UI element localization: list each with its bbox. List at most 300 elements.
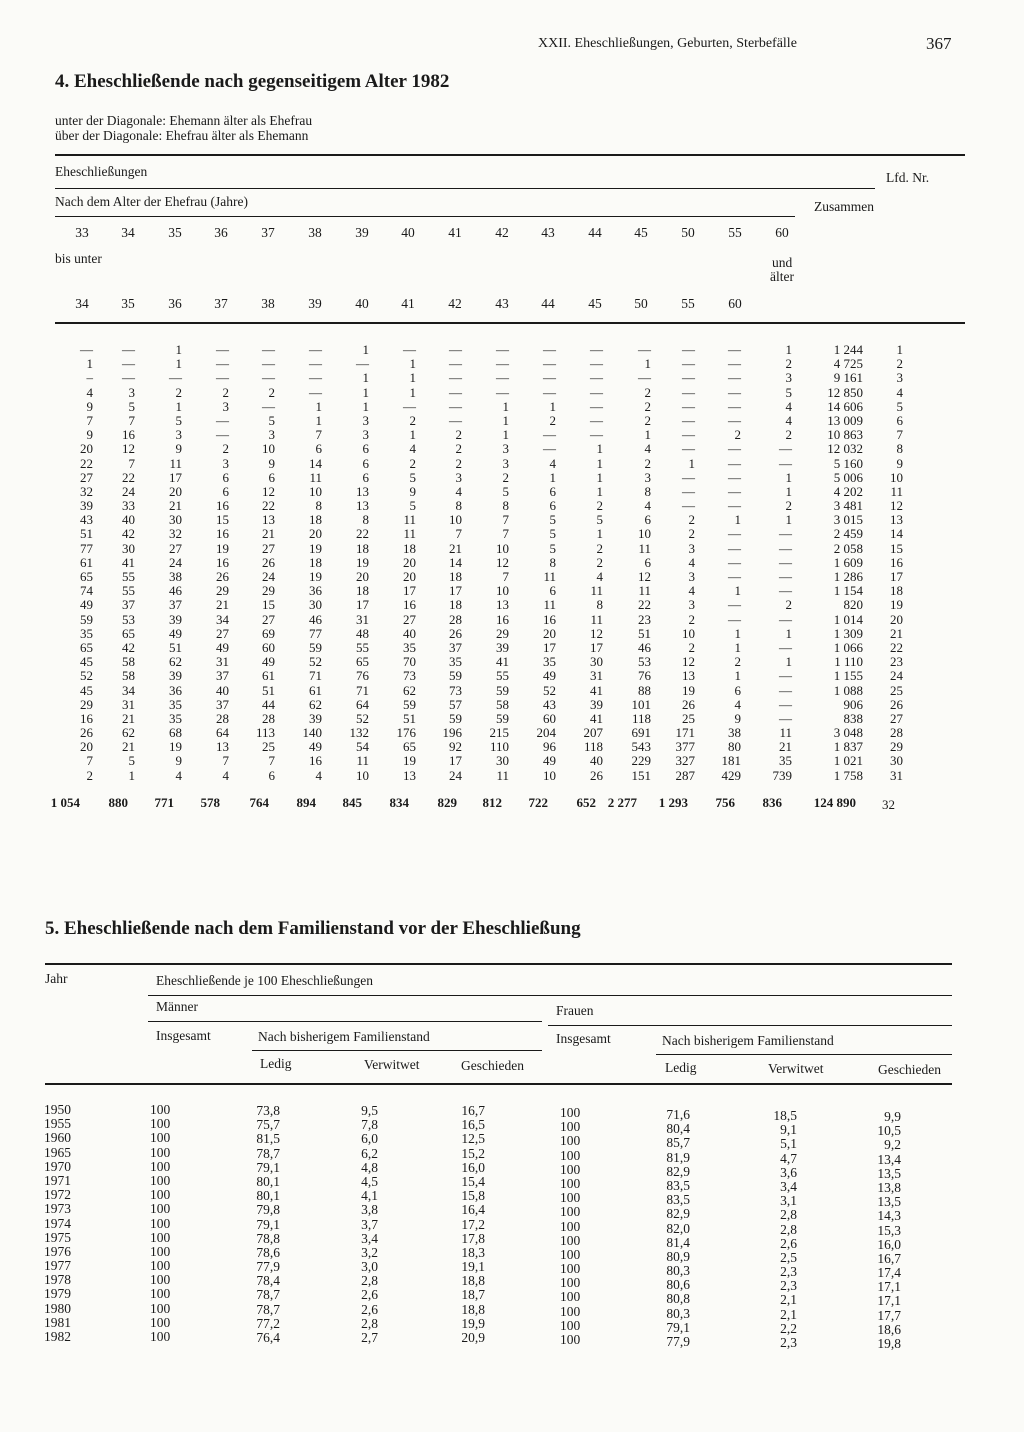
table-cell: 30 [169, 512, 182, 528]
table-cell: 1 309 [833, 625, 863, 641]
table-cell: 1977 [44, 1258, 71, 1274]
table-cell: 2 [502, 469, 509, 485]
table-cell: 19,8 [877, 1336, 901, 1351]
table-cell: 34 [122, 682, 135, 698]
table-cell: 3,8 [361, 1202, 378, 1218]
table-cell: — [169, 370, 182, 386]
table-cell: — [449, 412, 462, 428]
women-widowed-column [773, 1109, 797, 1350]
table-cell: 7 [86, 753, 93, 769]
age-lower-bound: 40 [401, 225, 415, 240]
table-cell: 24 [449, 767, 462, 783]
table-cell: 31 [356, 611, 369, 627]
table-cell: 906 [843, 696, 863, 712]
table-cell: 2 [734, 427, 741, 443]
table-cell: 4 [644, 441, 651, 457]
table-cell: 12 [122, 441, 135, 457]
table-cell: 1 [596, 441, 603, 457]
table-cell: 5 160 [833, 455, 863, 471]
table-cell: — [728, 540, 741, 556]
table-cell: 16 [309, 753, 322, 769]
table-cell: 2 [785, 427, 792, 443]
table-cell: 1 [596, 469, 603, 485]
table-cell: 58 [122, 668, 135, 684]
table-cell: — [779, 710, 792, 726]
table-cell: 18 [403, 540, 416, 556]
women-total-column [560, 1106, 580, 1347]
table-cell: 1 021 [833, 753, 863, 769]
lfd-number: 16 [890, 554, 903, 570]
table-cell: 52 [309, 654, 322, 670]
table-cell: 79,1 [256, 1159, 280, 1175]
table-cell: — [356, 356, 369, 372]
table-cell: 9 [409, 483, 416, 499]
age-lower-bound: 55 [728, 225, 742, 240]
table-cell: 6 [268, 767, 275, 783]
table5-men-widowed-label: Verwitwet [364, 1057, 420, 1072]
lfd-number: 4 [896, 384, 903, 400]
table-cell: 6 [222, 469, 229, 485]
table-cell: — [779, 639, 792, 655]
table-cell: 65 [356, 654, 369, 670]
table-cell: — [682, 427, 695, 443]
table-cell: 20,9 [461, 1330, 485, 1345]
table-cell: 5,1 [780, 1136, 797, 1152]
table-cell: 43 [80, 512, 93, 528]
table-cell: 1 [175, 356, 182, 372]
table-cell: 18 [449, 597, 462, 613]
table-cell: 14 [449, 554, 462, 570]
table-cell: 100 [150, 1215, 171, 1231]
table-cell: 4 [549, 455, 556, 471]
table-cell: — [309, 342, 322, 357]
table-cell: 18,3 [461, 1244, 485, 1260]
table-cell: 100 [150, 1329, 171, 1344]
table-cell: — [728, 441, 741, 457]
age-upper-bound: 39 [308, 296, 322, 311]
table-cell: 7 [315, 427, 322, 443]
table5-men-single-label: Ledig [260, 1056, 292, 1071]
table-cell: 26 [449, 625, 462, 641]
table-cell: 1 [734, 668, 741, 684]
table-cell: 73 [449, 682, 462, 698]
table-cell: 76 [356, 668, 369, 684]
table-cell: 11 [496, 767, 509, 783]
table4-note-above: über der Diagonale: Ehefrau älter als Ehemann [55, 128, 309, 143]
table-cell: 100 [150, 1286, 171, 1302]
table-cell: 18 [449, 569, 462, 584]
table-cell: 1 [785, 469, 792, 485]
table-cell: 27 [262, 540, 275, 556]
table-cell: 55 [122, 569, 135, 584]
table-cell: 12 [638, 569, 651, 584]
table-cell: 15,3 [877, 1222, 901, 1238]
table-cell: 81,4 [666, 1234, 690, 1250]
table5-women-single-label: Ledig [665, 1060, 697, 1075]
table-cell: 11 [356, 753, 369, 769]
table-cell: 1 110 [834, 654, 863, 670]
table-cell: 101 [631, 696, 651, 712]
table-cell: 18 [309, 512, 322, 528]
table-cell: 12 032 [827, 441, 863, 457]
table-cell: 8 [455, 498, 462, 514]
table-cell: 18,6 [877, 1321, 901, 1337]
table-cell: 3,4 [361, 1230, 378, 1246]
table-cell: 1955 [44, 1116, 71, 1132]
year-column [44, 1103, 71, 1344]
table-cell: 100 [150, 1272, 171, 1288]
lfd-number: 5 [896, 398, 903, 414]
table-cell: 49 [309, 739, 322, 755]
table-cell: 27 [216, 625, 229, 641]
table-cell: 100 [560, 1218, 581, 1234]
table-cell: 80,1 [256, 1173, 280, 1189]
lfd-number: 24 [890, 668, 903, 684]
table-cell: 8 [549, 554, 556, 570]
table-cell: 113 [255, 725, 275, 741]
table-cell: 2,8 [780, 1207, 797, 1223]
table-cell: 18 [309, 554, 322, 570]
table-cell: 78,6 [256, 1244, 280, 1260]
table-cell: 181 [721, 753, 741, 769]
page-number: 367 [926, 34, 952, 53]
table-cell: 17,1 [877, 1293, 901, 1309]
table-cell: 23 [638, 611, 651, 627]
table-cell: 38 [728, 725, 741, 741]
table-cell: 16 [216, 554, 229, 570]
table5-women-divorced-label: Geschieden [878, 1062, 941, 1077]
total-cell: 829 [437, 795, 457, 810]
table-cell: 21 [122, 739, 135, 755]
table-cell: — [449, 384, 462, 400]
table-cell: 18,8 [461, 1301, 485, 1317]
table-cell: 13 [496, 597, 509, 613]
table-cell: 204 [536, 725, 556, 741]
table-cell: 1 837 [833, 739, 863, 755]
table-cell: 71 [309, 668, 322, 684]
table-cell: 83,5 [666, 1177, 690, 1193]
table-cell: 4,5 [361, 1173, 378, 1189]
age-upper-bound: 37 [214, 296, 228, 311]
total-cell: 771 [154, 795, 174, 810]
table-cell: 28 [449, 611, 462, 627]
table5-men-label: Männer [156, 999, 198, 1014]
table-cell: 80 [728, 739, 741, 755]
table-cell: 1960 [44, 1130, 71, 1146]
table-cell: 39 [169, 611, 182, 627]
lfd-number: 1 [896, 342, 903, 357]
table-cell: 1976 [44, 1243, 71, 1259]
table-cell: 30 [122, 540, 135, 556]
table-cell: — [496, 384, 509, 400]
table-cell: 29 [262, 583, 275, 599]
table5-rule-women-status [656, 1054, 952, 1055]
table-cell: 33 [122, 498, 135, 514]
table-cell: 51 [262, 682, 275, 698]
table-cell: 61 [80, 554, 93, 570]
table-cell: 2 [688, 526, 695, 542]
table-cell: 1 [734, 625, 741, 641]
table-cell: 100 [560, 1289, 581, 1305]
table-cell: 34 [216, 611, 229, 627]
table-cell: 4 [409, 441, 416, 457]
table-cell: 2,8 [361, 1273, 378, 1289]
table-cell: 16,0 [461, 1159, 485, 1175]
table-cell: — [682, 498, 695, 514]
table-cell: 429 [721, 767, 741, 783]
age-lower-bound: 43 [541, 225, 555, 240]
table-cell: — [543, 370, 556, 386]
table-cell: 9 [175, 441, 182, 457]
table-cell: 4 [455, 483, 462, 499]
table-cell: 3 [502, 441, 509, 457]
table-cell: 17,8 [461, 1230, 485, 1246]
table-cell: 229 [631, 753, 651, 769]
table-cell: 20 [80, 739, 93, 755]
table-cell: 37 [169, 597, 182, 613]
table-cell: 11 [543, 597, 556, 613]
table-cell: 27 [169, 540, 182, 556]
table-cell: — [728, 412, 741, 428]
table-cell: 12,5 [461, 1131, 485, 1147]
table-cell: 81,9 [666, 1149, 690, 1165]
table-cell: 1973 [44, 1201, 71, 1217]
age-lower-bound: 42 [495, 225, 509, 240]
total-cell: 836 [762, 795, 782, 810]
table-cell: 53 [638, 654, 651, 670]
table-cell: — [496, 370, 509, 386]
table-cell: 21 [779, 739, 792, 755]
table-cell: — [728, 483, 741, 499]
table-cell: 100 [150, 1130, 171, 1146]
table-cell: 46 [169, 583, 182, 599]
table-cell: 11 [590, 583, 603, 599]
age-column [216, 343, 229, 783]
table-cell: 4 [222, 767, 229, 783]
table-cell: 2 [596, 540, 603, 556]
age-column [303, 343, 323, 783]
table-cell: 1 [362, 342, 369, 357]
table-cell: 3 [175, 427, 182, 443]
table-cell: 100 [560, 1261, 581, 1277]
table-cell: 1 [785, 342, 792, 357]
age-upper-bound: 38 [261, 296, 275, 311]
lfd-number: 15 [890, 540, 903, 556]
table-cell: 2,3 [780, 1278, 797, 1294]
table-cell: — [449, 356, 462, 372]
table-cell: 77,2 [256, 1315, 280, 1331]
table-cell: 65 [122, 625, 135, 641]
table-cell: 10 [682, 625, 695, 641]
table-cell: 10 [496, 540, 509, 556]
table-cell: 100 [150, 1201, 171, 1217]
table-cell: 118 [631, 710, 651, 726]
table-cell: — [309, 356, 322, 372]
table-cell: 1 [315, 412, 322, 428]
table-cell: 2 [688, 512, 695, 528]
table-cell: — [262, 398, 275, 414]
table-cell: — [216, 427, 229, 443]
table4-total-label: Zusammen [814, 199, 874, 214]
age-lower-bound: 37 [261, 225, 275, 240]
lfd-number: 8 [896, 441, 903, 457]
table-cell: 19 [403, 753, 416, 769]
table-cell: 11 [169, 455, 182, 471]
table-cell: — [80, 342, 93, 357]
table-cell: 4 202 [833, 483, 863, 499]
table-cell: 100 [150, 1229, 171, 1245]
table-cell: — [543, 427, 556, 443]
table-cell: 77,9 [666, 1334, 690, 1349]
total-cell: 756 [715, 795, 735, 810]
table-cell: — [728, 384, 741, 400]
table-cell: — [779, 455, 792, 471]
table-cell: 62 [169, 654, 182, 670]
table-cell: 5 [409, 469, 416, 485]
table-cell: 2 [785, 498, 792, 514]
lfd-number: 23 [890, 654, 903, 670]
table-cell: 100 [560, 1317, 581, 1333]
table-cell: 838 [843, 710, 863, 726]
table-cell: 82,9 [666, 1163, 690, 1179]
table-cell: 2 [175, 384, 182, 400]
table-cell: — [779, 554, 792, 570]
table-cell: 3 [644, 469, 651, 485]
table-cell: 20 [403, 554, 416, 570]
table-cell: 35 [169, 696, 182, 712]
table4-rule-3 [55, 216, 795, 217]
table-cell: 21 [449, 540, 462, 556]
table-cell: 2,3 [780, 1264, 797, 1280]
table-cell: 100 [560, 1204, 581, 1220]
table-cell: 2,6 [780, 1235, 797, 1251]
age-upper-bound: 42 [448, 296, 462, 311]
table5-men-divorced-label: Geschieden [461, 1058, 524, 1073]
table5-rule-2 [148, 995, 952, 996]
table-cell: 132 [349, 725, 369, 741]
table-cell: 60 [543, 710, 556, 726]
table-cell: 1965 [44, 1144, 71, 1160]
age-upper-bound: 50 [634, 296, 648, 311]
table-cell: 17,7 [877, 1307, 901, 1323]
table-cell: — [309, 370, 322, 386]
age-column [169, 343, 182, 783]
table-cell: 46 [309, 611, 322, 627]
table-cell: 1 [86, 356, 93, 372]
table-cell: 100 [150, 1300, 171, 1316]
table-cell: — [728, 554, 741, 570]
table-cell: — [779, 668, 792, 684]
table-cell: 4 [315, 767, 322, 783]
table-cell: 5 [128, 398, 135, 414]
table-cell: 9 [86, 398, 93, 414]
men-single-column [256, 1104, 280, 1345]
table5-rule-men [148, 1021, 542, 1022]
table-cell: 77 [309, 625, 322, 641]
und-label: und [772, 255, 793, 270]
table-cell: — [216, 412, 229, 428]
table-cell: 1972 [44, 1187, 71, 1203]
table-cell: 74 [80, 583, 93, 599]
table-cell: 24 [169, 554, 182, 570]
table-cell: 1970 [44, 1158, 71, 1174]
table-cell: 42 [122, 639, 135, 655]
table-cell: 207 [583, 725, 603, 741]
table-cell: 80,6 [666, 1277, 690, 1293]
table-cell: 60 [262, 639, 275, 655]
table-cell: 40 [216, 682, 229, 698]
table-cell: 1 [409, 370, 416, 386]
table4-note-below: unter der Diagonale: Ehemann älter als Ehefrau [55, 113, 313, 128]
table-cell: 1 [549, 398, 556, 414]
lfd-number: 28 [890, 725, 903, 741]
table5-rule-women [548, 1025, 952, 1026]
table-cell: 2 [222, 384, 229, 400]
table-cell: 55 [356, 639, 369, 655]
table-cell: 739 [772, 767, 792, 783]
table-cell: 16 [122, 427, 135, 443]
table-cell: 9 [268, 455, 275, 471]
table-cell: 44 [262, 696, 275, 712]
table-cell: 22 [122, 469, 135, 485]
table-cell: — [543, 356, 556, 372]
table-cell: 2 [455, 441, 462, 457]
table-cell: 64 [216, 725, 229, 741]
table-cell: 100 [150, 1144, 171, 1160]
table-cell: 2 [644, 384, 651, 400]
table-cell: 41 [122, 554, 135, 570]
table-cell: — [779, 569, 792, 584]
table-cell: 65 [403, 739, 416, 755]
lfd-number: 14 [890, 526, 903, 542]
table-cell: 6 [644, 512, 651, 528]
total-cell: 578 [200, 795, 220, 810]
table-cell: 1 758 [833, 767, 863, 783]
table-cell: 26 [590, 767, 603, 783]
table-cell: 4,1 [361, 1188, 378, 1204]
table-cell: 16,5 [461, 1117, 485, 1133]
table-cell: 1979 [44, 1286, 71, 1302]
table-cell: 36 [309, 583, 322, 599]
table-cell: 30 [309, 597, 322, 613]
table-cell: 2,5 [780, 1249, 797, 1265]
table-cell: 37 [449, 639, 462, 655]
table-cell: 215 [489, 725, 509, 741]
table-cell: 1982 [44, 1329, 71, 1344]
lfd-number: 10 [890, 469, 903, 485]
men-widowed-column [361, 1104, 378, 1345]
table-cell: 58 [122, 654, 135, 670]
table-cell: 287 [675, 767, 695, 783]
table-cell: 62 [403, 682, 416, 698]
age-lower-bound: 41 [448, 225, 462, 240]
table-cell: 100 [150, 1243, 171, 1259]
women-single-column [666, 1108, 690, 1349]
lfd-number: 11 [890, 483, 903, 499]
table-cell: — [638, 342, 651, 357]
age-column [490, 343, 510, 783]
table-cell: 52 [80, 668, 93, 684]
table-cell: 2,1 [780, 1292, 797, 1308]
table-cell: 59 [496, 682, 509, 698]
table-cell: 100 [150, 1116, 171, 1132]
table-cell: 100 [150, 1314, 171, 1330]
table-cell: 377 [675, 739, 695, 755]
table-cell: 3,2 [361, 1244, 378, 1260]
table-cell: 1 066 [833, 639, 863, 655]
table-cell: 5 [502, 483, 509, 499]
table-cell: 77,9 [256, 1259, 280, 1275]
